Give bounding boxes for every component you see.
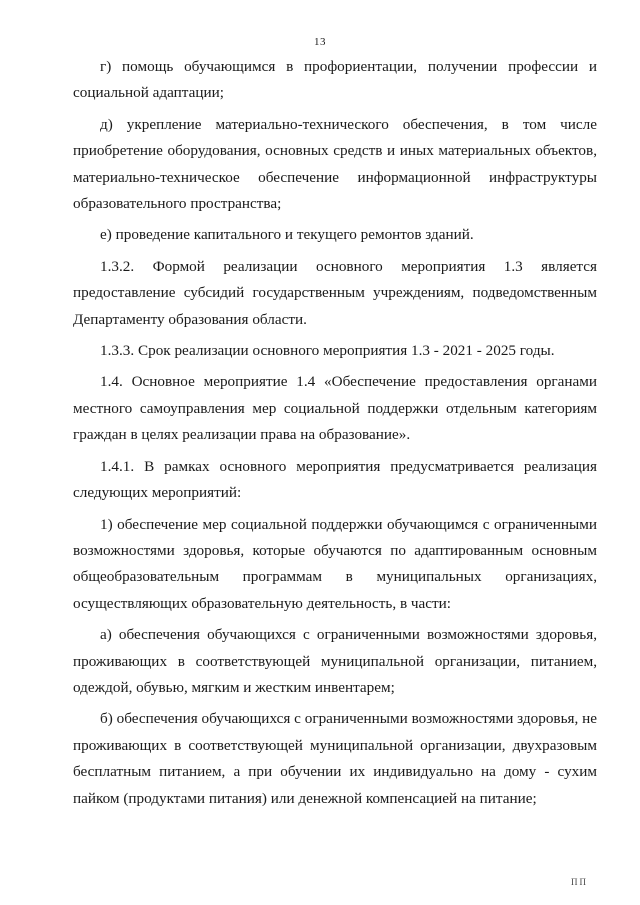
paragraph-item-g: г) помощь обучающимся в профориентации, получении профессии и социальной адаптации;: [73, 58, 597, 102]
paragraph-item-b: б) обеспечения обучающихся с ограниченными возможностями здоровья, не проживающих в соответствующей муниципальной организации, двухразовым бесплатным питанием, а при обучении их индивидуально на дому - сухим пайком (продуктами питания) или денежной компенсацией на питание;: [73, 710, 597, 807]
paragraph-item-d: д) укрепление материально-технического обеспечения, в том числе приобретение оборудования, основных средств и иных материальных объектов, материально-техническое обеспечение информационной инфраструктуры образовательного пространства;: [73, 115, 597, 213]
paragraph-item-e: е) проведение капитального и текущего ремонтов зданий.: [100, 226, 474, 244]
paragraph-item-a: а) обеспечения обучающихся с ограниченными возможностями здоровья, проживающих в соответствующей муниципальной организации, питанием, одеждой, обувью, мягким и жестким инвентарем;: [73, 626, 597, 696]
page-number: 13: [314, 36, 326, 48]
paragraph-1-3-3: 1.3.3. Срок реализации основного мероприятия 1.3 - 2021 - 2025 годы.: [100, 342, 555, 360]
paragraph-list-1: 1) обеспечение мер социальной поддержки обучающимся с ограниченными возможностями здоровья, которые обучаются по адаптированным основным общеобразовательным программам в муниципальных организациях, осуществляющих образовательную деятельность, в части:: [73, 515, 597, 612]
document-body: [73, 54, 597, 817]
paragraph-1-4: 1.4. Основное мероприятие 1.4 «Обеспечение предоставления органами местного самоуправления мер социальной поддержки отдельным категориям граждан в целях реализации права на образование».: [73, 373, 597, 444]
paragraph-1-4-1: 1.4.1. В рамках основного мероприятия предусматривается реализация следующих мероприятий:: [73, 457, 597, 502]
paragraph-1-3-2: 1.3.2. Формой реализации основного мероприятия 1.3 является предоставление субсидий государственным учреждениям, подведомственным Департаменту образования области.: [73, 257, 597, 328]
footer-mark: ПП: [571, 877, 588, 887]
